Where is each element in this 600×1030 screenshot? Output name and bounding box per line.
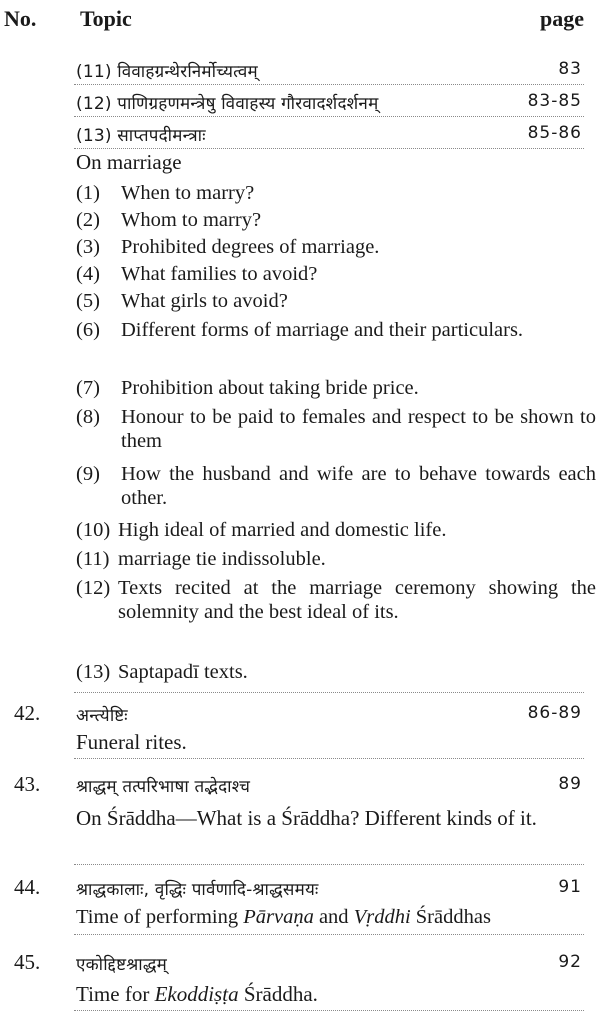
list-item [76,318,596,342]
item-number: (5) [76,290,100,312]
entry-number: 45. [14,950,41,974]
description-text: Śrāddha. [238,982,318,1006]
subentry-row [0,87,600,117]
entry-description-block [76,803,586,833]
item-number: (4) [76,263,100,285]
item-text: Saptapadī texts. [118,661,248,683]
list-item [76,289,596,313]
list-item [76,462,596,510]
item-text: What families to avoid? [121,263,318,285]
column-header-page: page [540,6,584,31]
entry-sanskrit: अन्त्येष्टिः [76,706,128,726]
description-term: Vṛddhi [353,906,411,928]
entry-description: Funeral rites. [76,730,187,754]
item-number: (2) [76,209,100,231]
entry-description: On Śrāddha—What is a Śrāddha? Different kinds of it. [76,806,537,830]
entry-row [0,873,600,903]
subentry-page: 83 [558,59,582,79]
entry-number: 44. [14,875,41,899]
item-text: How the husband and wife are to behave towards each other. [121,463,596,509]
list-item [76,376,596,400]
item-text: Prohibited degrees of marriage. [121,236,380,258]
item-text: What girls to avoid? [121,290,288,312]
description-term: Ekoddiṣṭa [154,982,239,1006]
item-number: (8) [76,406,100,428]
subentry-page: 85-86 [527,123,582,143]
section-heading: On marriage [76,150,182,174]
subentry-row [0,119,600,149]
entry-page: 92 [558,952,582,972]
item-number: (10) [76,519,111,541]
item-text: Different forms of marriage and their particulars. [121,319,524,341]
dotted-rule [74,730,584,759]
entry-number: 42. [14,701,41,725]
list-item [76,208,596,232]
item-number: (1) [76,182,100,204]
dotted-rule [74,834,584,865]
entry-page: 86-89 [527,703,582,723]
item-text: When to marry? [121,182,255,204]
item-number: (13) [76,661,111,683]
dotted-rule [74,148,584,149]
subentry-page: 83-85 [527,91,582,111]
item-text: Whom to marry? [121,209,262,231]
description-text: Śrāddhas [410,906,491,928]
subentry-sanskrit: (12) पाणिग्रहणमन्त्रेषु विवाहस्य गौरवादर्शदर्शनम् [76,94,379,114]
description-term: Pārvaṇa [243,906,314,928]
dotted-rule [74,116,584,117]
entry-sanskrit: श्राद्धकालाः, वृद्धिः पार्वणादि-श्राद्धसमयः [76,880,319,900]
item-text: marriage tie indissoluble. [118,548,326,570]
entry-sanskrit: श्राद्धम् तत्परिभाषा तद्भेदाश्च [76,777,251,797]
list-item [76,181,596,205]
column-header-no: No. [4,6,37,31]
dotted-rule [74,906,584,935]
column-header-topic: Topic [80,6,132,31]
item-number: (12) [76,577,111,599]
list-item [76,405,596,453]
list-item [76,235,596,259]
list-item [76,262,596,286]
entry-page: 91 [558,877,582,897]
item-text: Texts recited at the marriage ceremony showing the solemnity and the best ideal of its. [118,577,596,623]
item-number: (9) [76,463,100,485]
item-text: High ideal of married and domestic life. [118,519,447,541]
dotted-rule [74,84,584,85]
entry-row [0,699,600,729]
description-text: and [313,906,354,928]
description-text: Time for [76,982,155,1006]
entry-sanskrit: एकोद्दिष्टश्राद्धम् [76,955,168,975]
item-number: (11) [76,548,110,570]
item-text: Prohibition about taking bride price. [121,377,419,399]
subentry-sanskrit: (11) विवाहग्रन्थेरनिर्मोच्यत्वम् [76,62,258,82]
item-number: (7) [76,377,100,399]
item-number: (6) [76,319,100,341]
description-text: Time of performing [76,906,244,928]
list-item [76,547,596,571]
dotted-rule [74,982,584,1011]
entry-row [0,948,600,978]
dotted-rule [74,664,584,693]
entry-page: 89 [558,774,582,794]
entry-row [0,770,600,800]
entry-number: 43. [14,772,41,796]
subentry-sanskrit: (13) साप्तपदीमन्त्राः [76,126,206,146]
subentry-row [0,55,600,85]
list-item [76,518,596,542]
item-text: Honour to be paid to females and respect to be shown to them [121,406,596,452]
list-item [76,576,596,624]
item-number: (3) [76,236,100,258]
